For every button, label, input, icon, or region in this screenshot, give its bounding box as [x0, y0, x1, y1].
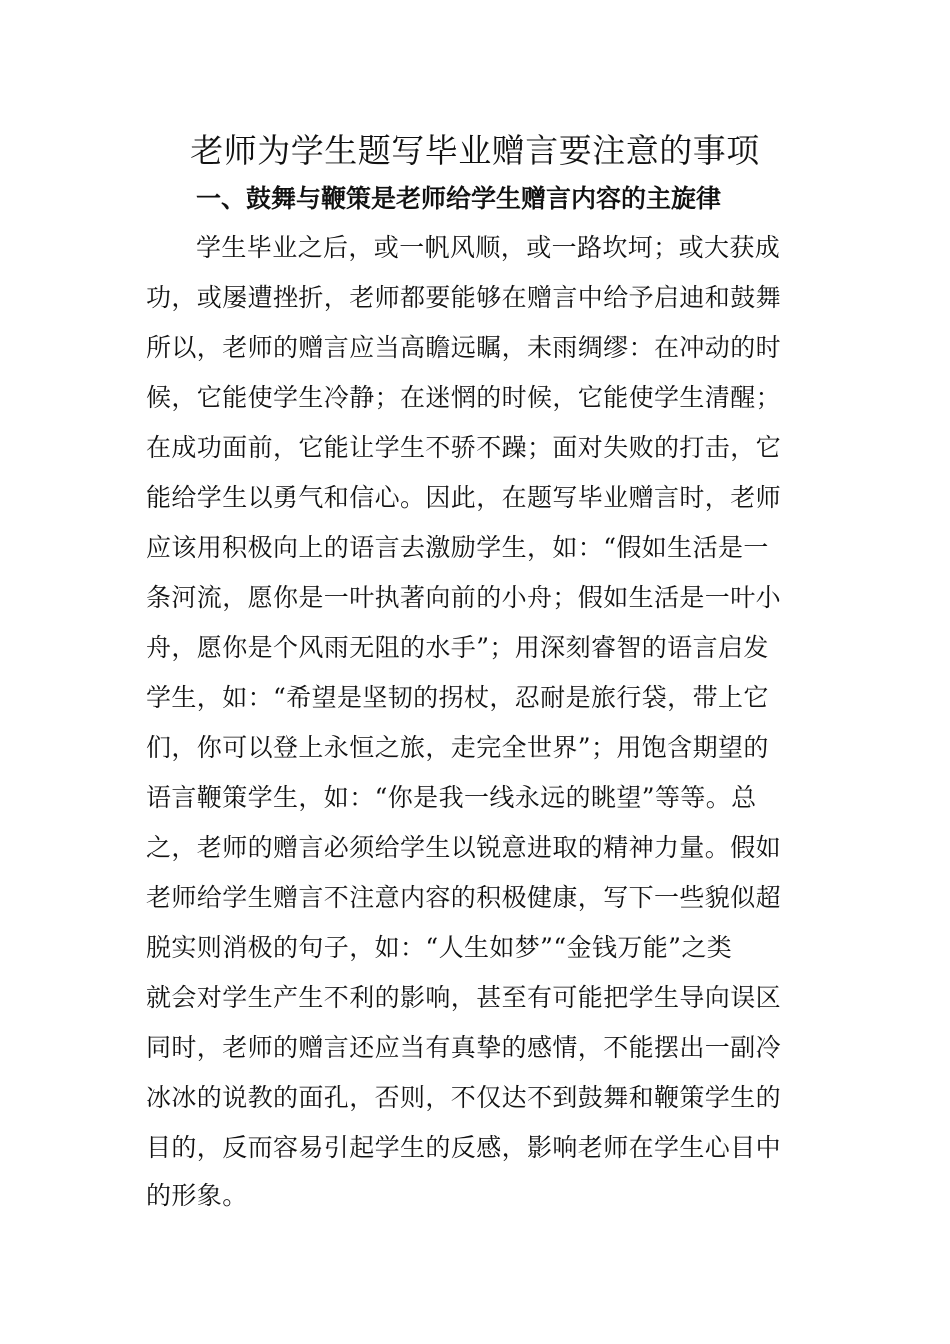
paragraph-line: 功，或屡遭挫折，老师都要能够在赠言中给予启迪和鼓舞: [146, 283, 782, 312]
paragraph-line: 能给学生以勇气和信心。因此，在题写毕业赠言时，老师: [146, 483, 782, 512]
paragraph-line: 在成功面前，它能让学生不骄不躁；面对失败的打击，它: [146, 433, 782, 462]
paragraph-line: 之，老师的赠言必须给学生以锐意进取的精神力量。假如: [146, 833, 782, 862]
paragraph-line: 的形象。: [146, 1181, 248, 1210]
document-title: 老师为学生题写毕业赠言要注意的事项: [190, 131, 760, 170]
paragraph-line: 学生毕业之后，或一帆风顺，或一路坎坷；或大获成: [196, 233, 781, 262]
paragraph-line: 同时，老师的赠言还应当有真挚的感情，不能摆出一副冷: [146, 1033, 782, 1062]
paragraph-line: 冰冰的说教的面孔，否则，不仅达不到鼓舞和鞭策学生的: [146, 1083, 782, 1112]
paragraph-line: 老师给学生赠言不注意内容的积极健康，写下一些貌似超: [146, 883, 782, 912]
paragraph-line: 们，你可以登上永恒之旅，走完全世界”；用饱含期望的: [146, 733, 769, 762]
section-heading: 一、鼓舞与鞭策是老师给学生赠言内容的主旋律: [196, 184, 722, 213]
paragraph-line: 应该用积极向上的语言去激励学生，如：“假如生活是一: [146, 533, 769, 562]
paragraph-line: 就会对学生产生不利的影响，甚至有可能把学生导向误区: [146, 983, 782, 1012]
paragraph-line: 条河流，愿你是一叶执著向前的小舟；假如生活是一叶小: [146, 583, 782, 612]
paragraph-line: 所以，老师的赠言应当高瞻远瞩，未雨绸缪：在冲动的时: [146, 333, 782, 362]
paragraph-line: 脱实则消极的句子，如：“人生如梦”“金钱万能”之类: [146, 933, 733, 962]
paragraph-line: 舟，愿你是个风雨无阻的水手”；用深刻睿智的语言启发: [146, 633, 769, 662]
paragraph-line: 学生，如：“希望是坚韧的拐杖，忍耐是旅行袋，带上它: [146, 683, 769, 712]
paragraph-line: 语言鞭策学生，如：“你是我一线永远的眺望”等等。总: [146, 783, 757, 812]
paragraph-line: 目的，反而容易引起学生的反感，影响老师在学生心目中: [146, 1133, 782, 1162]
paragraph-line: 候，它能使学生冷静；在迷惘的时候，它能使学生清醒；: [146, 383, 782, 412]
